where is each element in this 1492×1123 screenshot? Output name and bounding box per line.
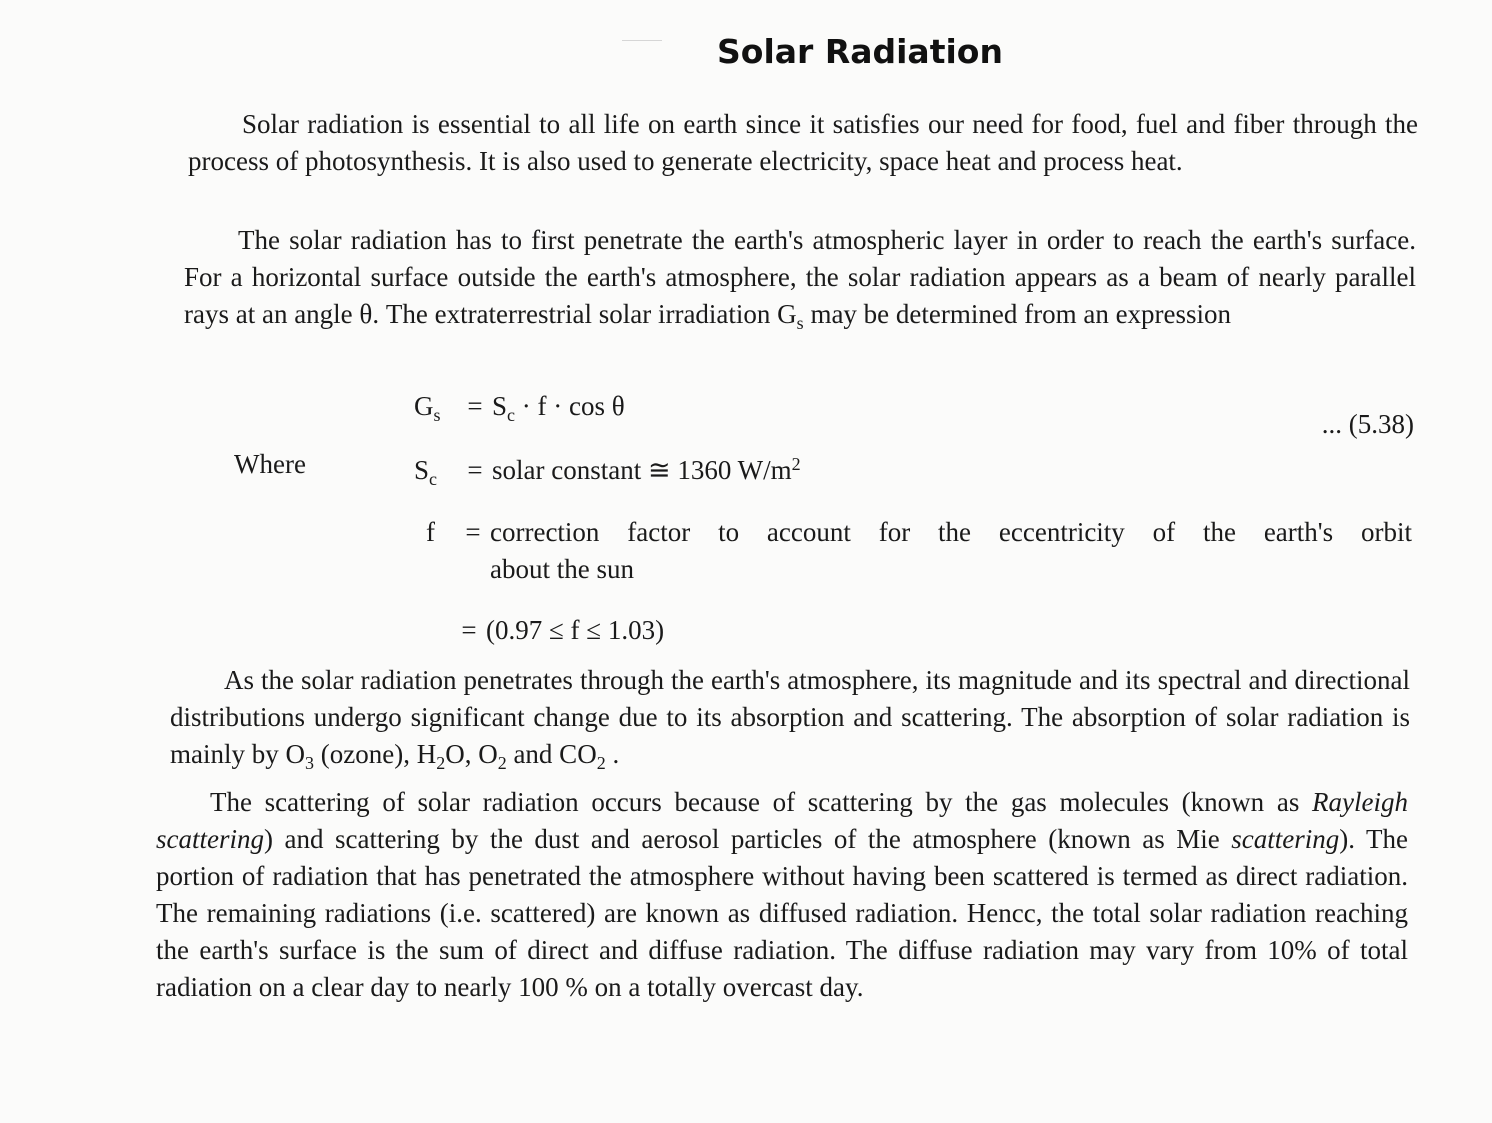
eq2-lhs-subscript: c bbox=[429, 469, 438, 489]
page-title: Solar Radiation bbox=[717, 32, 1003, 71]
rayleigh-scattering-term: Rayleigh scattering bbox=[156, 787, 1408, 854]
paragraph-scattering-text-a: The scattering of solar radiation occurs because of scattering by the gas molecules (known as bbox=[210, 787, 1313, 817]
o2-subscript: 2 bbox=[497, 753, 507, 773]
h2o-subscript: 2 bbox=[436, 753, 446, 773]
and-co-text: and CO bbox=[506, 739, 597, 769]
eq2-rhs-text: solar constant ≅ 1360 W/m bbox=[492, 455, 792, 485]
eq1-lhs-symbol: G bbox=[414, 391, 434, 421]
paragraph-penetration bbox=[184, 222, 1416, 333]
paragraph-intro-text: Solar radiation is essential to all life on earth since it satisfies our need for food, fuel and fiber through the process of photosynthesis. It is also used to generate electricity, space heat and process heat. bbox=[188, 109, 1418, 176]
equation-solar-constant bbox=[414, 452, 801, 489]
paragraph-absorption-end: . bbox=[605, 739, 620, 769]
paragraph-absorption-text: As the solar radiation penetrates through the earth's atmosphere, its magnitude and its spectral and directional distributions undergo significant change due to its absorption and scattering. The absorption of solar radiation is mainly by O bbox=[170, 665, 1410, 769]
equation-f-lhs: f bbox=[426, 517, 435, 547]
correction-factor-definition-line2: about the sun bbox=[490, 554, 634, 584]
equation-number: ... (5.38) bbox=[1321, 409, 1414, 439]
symbol-gs bbox=[777, 299, 804, 333]
symbol-g-subscript: s bbox=[796, 313, 804, 333]
mie-scattering-term: scattering bbox=[1231, 824, 1340, 854]
equation-gs-rhs bbox=[492, 391, 625, 425]
equals-sign: = bbox=[467, 455, 483, 485]
eq1-lhs-subscript: s bbox=[433, 405, 441, 425]
equation-sc-rhs bbox=[492, 455, 801, 485]
equation-f-range bbox=[452, 612, 664, 649]
o3-subscript: 3 bbox=[305, 753, 314, 773]
paragraph-penetration-text: The solar radiation has to first penetrate the earth's atmospheric layer in order to reach the earth's surface. For a horizontal surface outside the earth's atmosphere, the solar radiation appears as a beam of nearly parallel rays at an angle θ. The extraterrestrial solar irradiation bbox=[184, 225, 1416, 329]
eq1-rhs-subscript: c bbox=[507, 405, 516, 425]
equals-sign: = bbox=[467, 391, 483, 421]
equals-sign: = bbox=[465, 517, 481, 547]
paragraph-scattering-text-c: ). The portion of radiation that has penetrated the atmosphere without having been scattered is termed as direct radiation. The remaining radiations (i.e. scattered) are known as diffused radiation. Hencc, the total solar radiation reaching the earth's surface is the sum of direct and diffuse radiation. The diffuse radiation may vary from 10% of total radiation on a clear day to nearly 100 % on a totally overcast day. bbox=[156, 824, 1408, 1002]
h2o-tail-text: O, O bbox=[445, 739, 498, 769]
paragraph-scattering-text-b: ) and scattering by the dust and aerosol particles of the atmosphere (known as Mie bbox=[264, 824, 1232, 854]
equation-gs-lhs bbox=[414, 388, 458, 425]
paragraph-absorption bbox=[170, 662, 1410, 773]
paragraph-scattering bbox=[156, 784, 1408, 1006]
equation-sc-lhs bbox=[414, 452, 458, 489]
eq2-rhs-superscript: 2 bbox=[791, 454, 801, 474]
equals-sign: = bbox=[461, 615, 477, 645]
eq2-lhs-symbol: S bbox=[414, 455, 430, 485]
co2-subscript: 2 bbox=[596, 753, 606, 773]
where-label: Where bbox=[234, 449, 306, 479]
paragraph-penetration-tail: may be determined from an expression bbox=[803, 299, 1232, 329]
eq1-rhs-symbol: S bbox=[492, 391, 508, 421]
equation-correction-factor bbox=[426, 514, 1412, 588]
correction-factor-definition-line1: correction factor to account for the eccentricity of the earth's orbit bbox=[490, 517, 1412, 547]
ozone-text: (ozone), H bbox=[314, 739, 437, 769]
f-range-text: (0.97 ≤ f ≤ 1.03) bbox=[486, 615, 665, 645]
paragraph-intro bbox=[188, 106, 1418, 180]
equation-gs bbox=[414, 388, 625, 425]
symbol-g: G bbox=[777, 299, 797, 329]
eq1-rhs-rest: · f · cos θ bbox=[515, 391, 625, 421]
